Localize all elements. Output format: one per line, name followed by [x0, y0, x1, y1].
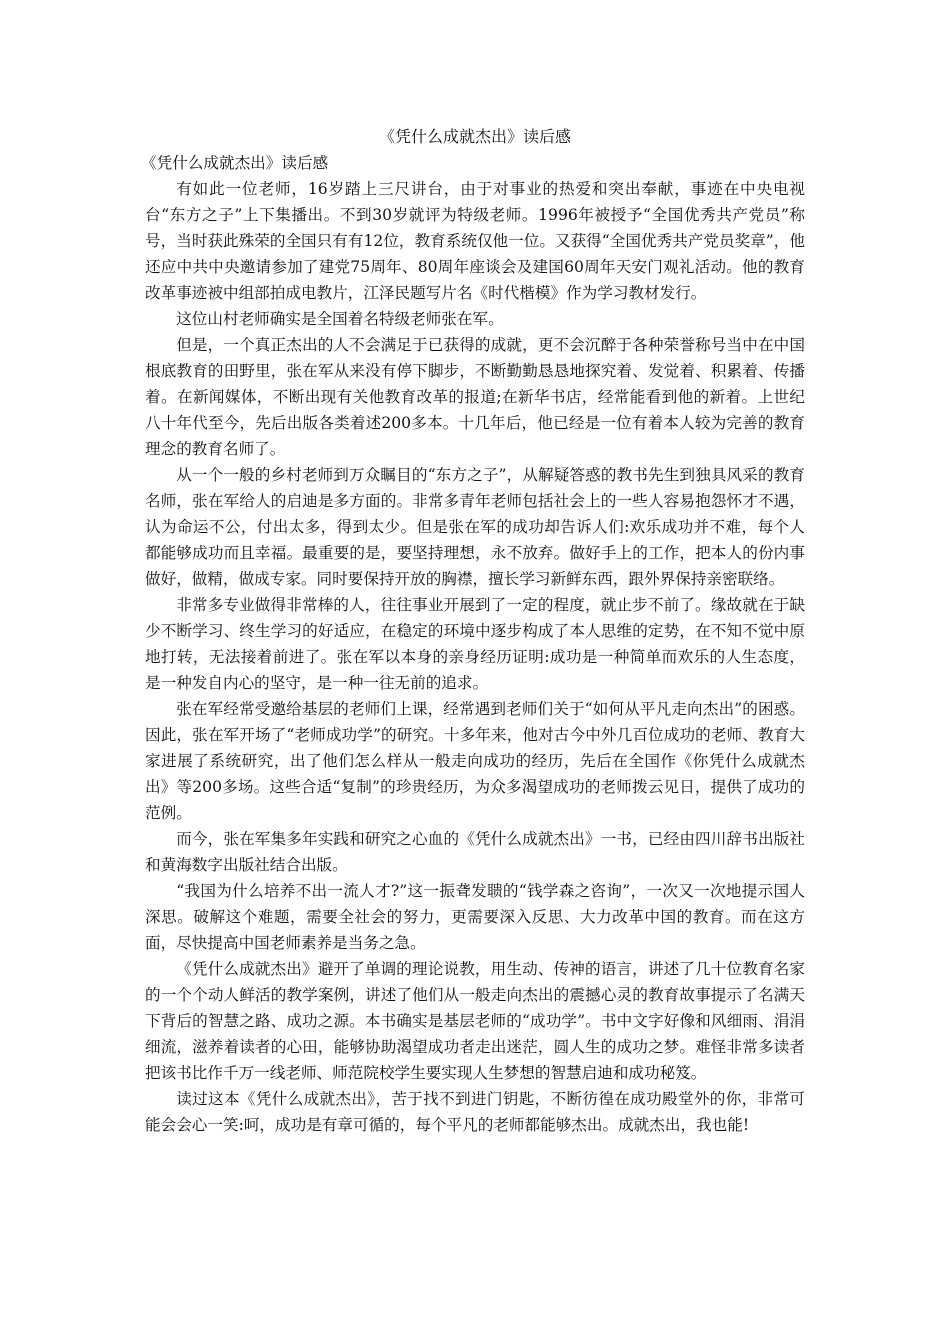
paragraph: 但是，一个真正杰出的人不会满足于已获得的成就，更不会沉醉于各种荣誉称号当中在中国根底教育的田野里，张在军从来没有停下脚步，不断勤勤恳恳地探究着、发觉着、积累着、传播着。在新闻媒体，不断出现有关他教育改革的报道;在新华书店，经常能看到他的新着。上世纪八十年代至今，先后出版各类着述200多本。十几年后，他已经是一位有着本人较为完善的教育理念的教育名师了。	[145, 336, 805, 458]
paragraph: 张在军经常受邀给基层的老师们上课，经常遇到老师们关于“如何从平凡走向杰出”的困惑。因此，张在军开场了“老师成功学”的研究。十多年来，他对古今中外几百位成功的老师、教育大家进展了系统研究，出了他们怎么样从一般走向成功的经历，先后在全国作《你凭什么成就杰出》等200多场。这些合适“复制”的珍贵经历，为众多渴望成功的老师拨云见日，提供了成功的范例。	[145, 700, 805, 822]
document-body	[141, 150, 805, 1138]
paragraph: 读过这本《凭什么成就杰出》，苦于找不到进门钥匙，不断彷徨在成功殿堂外的你，非常可能会会心一笑:呵，成功是有章可循的，每个平凡的老师都能够杰出。成就杰出，我也能!	[145, 1090, 805, 1134]
paragraph: “我国为什么培养不出一流人才?”这一振聋发聩的“钱学森之咨询”，一次又一次地提示国人深思。破解这个难题，需要全社会的努力，更需要深入反思、大力改革中国的教育。而在这方面，尽快提高中国老师素养是当务之急。	[145, 882, 805, 952]
document-subtitle: 《凭什么成就杰出》读后感	[141, 154, 329, 172]
paragraph: 从一个一般的乡村老师到万众瞩目的“东方之子”，从解疑答惑的教书先生到独具风采的教育名师，张在军给人的启迪是多方面的。非常多青年老师包括社会上的一些人容易抱怨怀才不遇，认为命运不公，付出太多，得到太少。但是张在军的成功却告诉人们:欢乐成功并不难，每个人都能够成功而且幸福。最重要的是，要坚持理想，永不放弃。做好手上的工作，把本人的份内事做好，做精，做成专家。同时要保持开放的胸襟，擅长学习新鲜东西，跟外界保持亲密联络。	[145, 466, 805, 588]
paragraph: 而今，张在军集多年实践和研究之心血的《凭什么成就杰出》一书，已经由四川辞书出版社和黄海数字出版社结合出版。	[145, 830, 805, 874]
paragraph: 有如此一位老师，16岁踏上三尺讲台，由于对事业的热爱和突出奉献，事迹在中央电视台“东方之子”上下集播出。不到30岁就评为特级老师。1996年被授予“全国优秀共产党员”称号，当时获此殊荣的全国只有有12位，教育系统仅他一位。又获得“全国优秀共产党员奖章”，他还应中共中央邀请参加了建党75周年、80周年座谈会及建国60周年天安门观礼活动。他的教育改革事迹被中组部拍成电教片，江泽民题写片名《时代楷模》作为学习教材发行。	[145, 180, 805, 302]
paragraph: 这位山村老师确实是全国着名特级老师张在军。	[176, 310, 504, 328]
paragraph: 非常多专业做得非常棒的人，往往事业开展到了一定的程度，就止步不前了。缘故就在于缺少不断学习、终生学习的好适应，在稳定的环境中逐步构成了本人思维的定势，在不知不觉中原地打转，无法接着前进了。张在军以本身的亲身经历证明:成功是一种简单而欢乐的人生态度，是一种发自内心的坚守，是一种一往无前的追求。	[145, 596, 805, 692]
document-title: 《凭什么成就杰出》读后感	[378, 127, 571, 146]
paragraph: 《凭什么成就杰出》避开了单调的理论说教，用生动、传神的语言，讲述了几十位教育名家的一个个动人鲜活的教学案例，讲述了他们从一般走向杰出的震撼心灵的教育故事提示了名满天下背后的智慧之路、成功之源。本书确实是基层老师的“成功学”。书中文字好像和风细雨、涓涓细流，滋养着读者的心田，能够协助渴望成功者走出迷茫，圆人生的成功之梦。难怪非常多读者把该书比作千万一线老师、师范院校学生要实现人生梦想的智慧启迪和成功秘笈。	[145, 960, 805, 1082]
